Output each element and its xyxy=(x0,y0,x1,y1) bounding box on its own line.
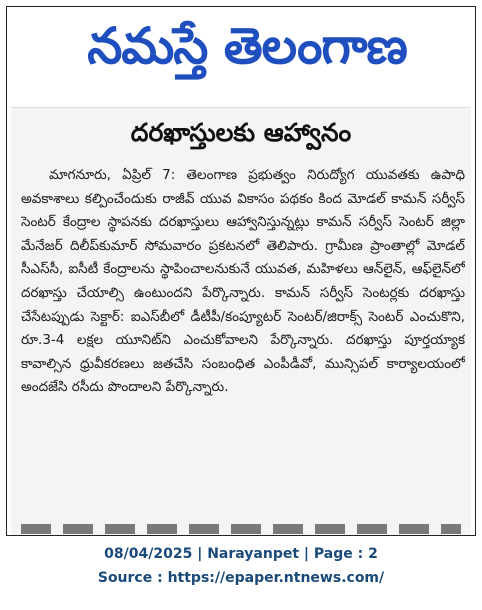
article-body: మాగనూరు, ఏప్రిల్ 7: తెలంగాణ ప్రభుత్వం నిరుద్యోగ యువతకు ఉపాధి అవకాశాలు కల్పించేందుకు రాజీవ్ యువ వికాసం పథకం కింద మోడల్ కామన్ సర్వీస్ సెంటర్ కేంద్రాల స్థాపనకు దరఖాస్తులు ఆహ్వానిస్తున్నట్లు కామన్ సర్వీస్ సెంటర్ జిల్లా మేనేజర్ దిలీప్‌కుమార్ సోమవారం ప్రకటనలో తెలిపారు. గ్రామీణ ప్రాంతాల్లో మోడల్ సీఎస్‌సీ, ఐసీటీ కేంద్రాలను స్థాపించాలనుకునే యువత, మహిళలు ఆన్‌లైన్, ఆఫ్‌లైన్‌లో దరఖాస్తు చేయాల్సి ఉంటుందని పేర్కొన్నారు. కామన్ సర్వీస్ సెంటర్లకు దరఖాస్తు చేసేటప్పుడు సెక్టార్: ఐఎస్‌బీలో డీటీపీ/కంప్యూటర్ సెంటర్/జిరాక్స్ సెంటర్ ఎంచుకొని, రూ.3-4 లక్షల యూనిట్‌ని ఎంచుకోవాలని పేర్కొన్నారు. దరఖాస్తు పూర్తయ్యాక కావాల్సిన ధ్రువీకరణలు జతచేసి సంబంధిత ఎంపీడీవో, మున్సిపల్ కార్యాలయంలో అందజేసి రసీదు పొందాలని పేర్కొన్నారు. xyxy=(21,167,465,396)
clipping-source-caption: Source : https://epaper.ntnews.com/ xyxy=(97,570,385,586)
cropped-next-line xyxy=(21,524,461,534)
clipping-date-caption: 08/04/2025 | Narayanpet | Page : 2 xyxy=(104,546,378,562)
newspaper-masthead: నమస్తే తెలంగాణ xyxy=(87,16,407,75)
article-headline: దరఖాస్తులకు ఆహ్వానం xyxy=(130,118,352,147)
article-block xyxy=(11,107,471,536)
newspaper-clipping xyxy=(6,6,476,536)
